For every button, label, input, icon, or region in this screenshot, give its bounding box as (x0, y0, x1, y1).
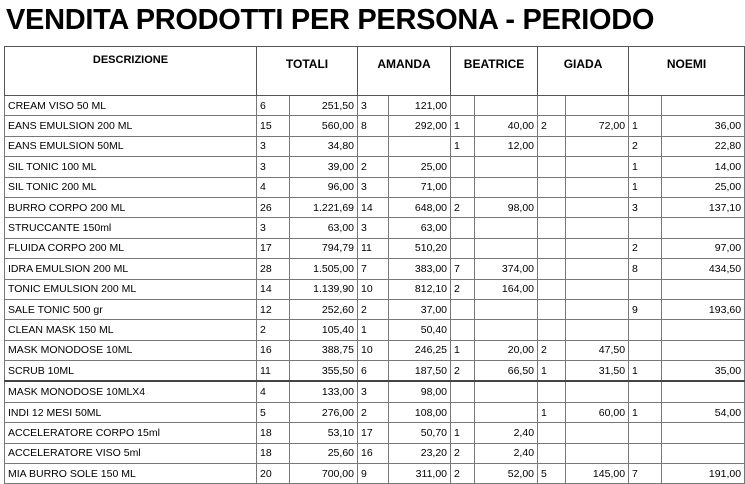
giada-qty: 5 (538, 464, 566, 484)
noemi-amount: 191,00 (662, 464, 745, 484)
beatrice-qty: 1 (451, 136, 475, 156)
beatrice-amount: 20,00 (475, 340, 538, 360)
product-description: STRUCCANTE 150ml (5, 218, 257, 238)
beatrice-qty (451, 238, 475, 258)
totali-amount: 133,00 (290, 381, 358, 402)
amanda-qty: 8 (358, 116, 389, 136)
beatrice-qty: 7 (451, 259, 475, 279)
totali-qty: 5 (257, 402, 290, 422)
noemi-qty: 3 (629, 197, 662, 217)
beatrice-amount (475, 238, 538, 258)
noemi-qty: 8 (629, 259, 662, 279)
beatrice-amount: 164,00 (475, 279, 538, 299)
giada-amount (566, 238, 629, 258)
noemi-qty (629, 381, 662, 402)
giada-qty (538, 279, 566, 299)
totali-qty: 12 (257, 299, 290, 319)
giada-amount (566, 197, 629, 217)
header-giada: GIADA (538, 47, 629, 96)
amanda-amount: 50,40 (389, 320, 451, 340)
giada-qty (538, 238, 566, 258)
giada-qty (538, 259, 566, 279)
table-row (5, 299, 745, 319)
amanda-amount: 37,00 (389, 299, 451, 319)
product-description: SIL TONIC 200 ML (5, 177, 257, 197)
totali-amount: 700,00 (290, 464, 358, 484)
amanda-qty: 3 (358, 218, 389, 238)
beatrice-qty: 2 (451, 464, 475, 484)
noemi-amount (662, 443, 745, 463)
noemi-qty (629, 423, 662, 443)
totali-qty: 6 (257, 96, 290, 116)
amanda-amount: 98,00 (389, 381, 451, 402)
beatrice-amount: 52,00 (475, 464, 538, 484)
giada-amount (566, 279, 629, 299)
giada-amount: 47,50 (566, 340, 629, 360)
noemi-amount (662, 218, 745, 238)
totali-amount: 560,00 (290, 116, 358, 136)
amanda-amount: 246,25 (389, 340, 451, 360)
totali-qty: 4 (257, 381, 290, 402)
beatrice-qty: 2 (451, 197, 475, 217)
totali-amount: 53,10 (290, 423, 358, 443)
beatrice-qty (451, 157, 475, 177)
totali-qty: 18 (257, 443, 290, 463)
beatrice-amount (475, 402, 538, 422)
giada-qty: 1 (538, 402, 566, 422)
product-description: CLEAN MASK 150 ML (5, 320, 257, 340)
table-row (5, 361, 745, 382)
table-row (5, 96, 745, 116)
totali-qty: 15 (257, 116, 290, 136)
totali-qty: 17 (257, 238, 290, 258)
amanda-amount: 648,00 (389, 197, 451, 217)
giada-qty: 2 (538, 340, 566, 360)
amanda-qty: 3 (358, 381, 389, 402)
amanda-qty: 2 (358, 299, 389, 319)
beatrice-amount (475, 299, 538, 319)
table-row (5, 402, 745, 422)
beatrice-amount: 2,40 (475, 423, 538, 443)
table-row (5, 320, 745, 340)
totali-qty: 3 (257, 157, 290, 177)
product-description: MASK MONODOSE 10MLX4 (5, 381, 257, 402)
amanda-amount: 25,00 (389, 157, 451, 177)
totali-amount: 276,00 (290, 402, 358, 422)
product-description: SALE TONIC 500 gr (5, 299, 257, 319)
amanda-amount: 812,10 (389, 279, 451, 299)
table-row (5, 177, 745, 197)
totali-amount: 39,00 (290, 157, 358, 177)
beatrice-qty (451, 381, 475, 402)
totali-amount: 1.505,00 (290, 259, 358, 279)
giada-amount (566, 157, 629, 177)
giada-qty (538, 197, 566, 217)
beatrice-qty: 2 (451, 443, 475, 463)
noemi-qty: 2 (629, 238, 662, 258)
amanda-amount: 108,00 (389, 402, 451, 422)
beatrice-amount (475, 157, 538, 177)
noemi-qty: 7 (629, 464, 662, 484)
totali-amount: 34,80 (290, 136, 358, 156)
noemi-amount (662, 279, 745, 299)
noemi-qty: 1 (629, 157, 662, 177)
totali-qty: 14 (257, 279, 290, 299)
noemi-amount (662, 340, 745, 360)
noemi-amount (662, 96, 745, 116)
giada-amount (566, 259, 629, 279)
amanda-amount: 71,00 (389, 177, 451, 197)
giada-qty (538, 218, 566, 238)
giada-qty (538, 423, 566, 443)
totali-amount: 63,00 (290, 218, 358, 238)
table-row (5, 340, 745, 360)
giada-amount: 145,00 (566, 464, 629, 484)
totali-amount: 252,60 (290, 299, 358, 319)
totali-amount: 105,40 (290, 320, 358, 340)
amanda-amount (389, 136, 451, 156)
table-row (5, 381, 745, 402)
header-amanda: AMANDA (358, 47, 451, 96)
table-row (5, 136, 745, 156)
giada-qty: 1 (538, 361, 566, 382)
beatrice-qty (451, 177, 475, 197)
noemi-amount: 54,00 (662, 402, 745, 422)
product-description: ACCELERATORE CORPO 15ml (5, 423, 257, 443)
amanda-qty: 17 (358, 423, 389, 443)
giada-amount: 31,50 (566, 361, 629, 382)
noemi-amount: 35,00 (662, 361, 745, 382)
totali-qty: 20 (257, 464, 290, 484)
beatrice-amount (475, 96, 538, 116)
totali-amount: 1.221,69 (290, 197, 358, 217)
giada-amount (566, 218, 629, 238)
noemi-amount: 137,10 (662, 197, 745, 217)
giada-amount (566, 443, 629, 463)
giada-qty (538, 136, 566, 156)
noemi-amount (662, 381, 745, 402)
header-noemi: NOEMI (629, 47, 745, 96)
noemi-amount: 25,00 (662, 177, 745, 197)
noemi-qty (629, 320, 662, 340)
giada-amount: 60,00 (566, 402, 629, 422)
beatrice-amount: 12,00 (475, 136, 538, 156)
amanda-amount: 292,00 (389, 116, 451, 136)
product-description: ACCELERATORE VISO 5ml (5, 443, 257, 463)
beatrice-amount: 2,40 (475, 443, 538, 463)
beatrice-amount: 374,00 (475, 259, 538, 279)
amanda-amount: 121,00 (389, 96, 451, 116)
beatrice-amount: 40,00 (475, 116, 538, 136)
table-row (5, 464, 745, 484)
header-beatrice: BEATRICE (451, 47, 538, 96)
giada-amount (566, 381, 629, 402)
beatrice-qty: 1 (451, 116, 475, 136)
page-title: VENDITA PRODOTTI PER PERSONA - PERIODO (6, 4, 655, 36)
amanda-qty (358, 136, 389, 156)
amanda-qty: 14 (358, 197, 389, 217)
totali-amount: 355,50 (290, 361, 358, 382)
giada-amount (566, 177, 629, 197)
totali-qty: 28 (257, 259, 290, 279)
giada-amount (566, 96, 629, 116)
giada-qty (538, 443, 566, 463)
product-description: INDI 12 MESI 50ML (5, 402, 257, 422)
amanda-qty: 3 (358, 96, 389, 116)
beatrice-qty: 2 (451, 361, 475, 382)
amanda-qty: 10 (358, 279, 389, 299)
totali-qty: 3 (257, 136, 290, 156)
beatrice-amount (475, 177, 538, 197)
noemi-amount: 14,00 (662, 157, 745, 177)
beatrice-amount (475, 381, 538, 402)
amanda-qty: 2 (358, 157, 389, 177)
product-description: IDRA EMULSION 200 ML (5, 259, 257, 279)
totali-amount: 96,00 (290, 177, 358, 197)
header-row (5, 47, 745, 96)
noemi-qty: 2 (629, 136, 662, 156)
giada-amount (566, 320, 629, 340)
amanda-qty: 7 (358, 259, 389, 279)
table-row (5, 279, 745, 299)
noemi-qty (629, 96, 662, 116)
amanda-qty: 1 (358, 320, 389, 340)
product-description: SIL TONIC 100 ML (5, 157, 257, 177)
giada-qty (538, 157, 566, 177)
totali-qty: 2 (257, 320, 290, 340)
amanda-amount: 311,00 (389, 464, 451, 484)
amanda-qty: 10 (358, 340, 389, 360)
beatrice-amount (475, 320, 538, 340)
amanda-qty: 11 (358, 238, 389, 258)
beatrice-amount: 98,00 (475, 197, 538, 217)
beatrice-qty (451, 299, 475, 319)
table-row (5, 116, 745, 136)
beatrice-qty (451, 218, 475, 238)
beatrice-qty: 1 (451, 340, 475, 360)
amanda-amount: 50,70 (389, 423, 451, 443)
noemi-amount (662, 423, 745, 443)
noemi-qty (629, 443, 662, 463)
header-totali: TOTALI (257, 47, 358, 96)
giada-qty: 2 (538, 116, 566, 136)
amanda-amount: 510,20 (389, 238, 451, 258)
beatrice-qty (451, 402, 475, 422)
totali-qty: 26 (257, 197, 290, 217)
beatrice-qty: 2 (451, 279, 475, 299)
product-description: TONIC EMULSION 200 ML (5, 279, 257, 299)
noemi-amount: 97,00 (662, 238, 745, 258)
noemi-amount (662, 320, 745, 340)
giada-qty (538, 96, 566, 116)
amanda-amount: 63,00 (389, 218, 451, 238)
noemi-amount: 434,50 (662, 259, 745, 279)
totali-qty: 18 (257, 423, 290, 443)
giada-qty (538, 177, 566, 197)
totali-qty: 4 (257, 177, 290, 197)
totali-amount: 1.139,90 (290, 279, 358, 299)
noemi-amount: 22,80 (662, 136, 745, 156)
noemi-qty: 1 (629, 116, 662, 136)
beatrice-qty: 1 (451, 423, 475, 443)
header-description: DESCRIZIONE (5, 47, 257, 96)
noemi-qty: 1 (629, 402, 662, 422)
giada-qty (538, 299, 566, 319)
totali-qty: 11 (257, 361, 290, 382)
giada-qty (538, 320, 566, 340)
giada-amount (566, 423, 629, 443)
noemi-qty (629, 218, 662, 238)
totali-qty: 16 (257, 340, 290, 360)
amanda-amount: 383,00 (389, 259, 451, 279)
table-row (5, 238, 745, 258)
noemi-qty: 1 (629, 177, 662, 197)
amanda-amount: 23,20 (389, 443, 451, 463)
noemi-qty (629, 279, 662, 299)
noemi-amount: 36,00 (662, 116, 745, 136)
table-row (5, 259, 745, 279)
amanda-qty: 16 (358, 443, 389, 463)
table-row (5, 157, 745, 177)
totali-amount: 25,60 (290, 443, 358, 463)
table-row (5, 423, 745, 443)
giada-amount (566, 299, 629, 319)
amanda-qty: 3 (358, 177, 389, 197)
noemi-qty: 9 (629, 299, 662, 319)
noemi-qty (629, 340, 662, 360)
beatrice-qty (451, 96, 475, 116)
table-row (5, 218, 745, 238)
totali-amount: 388,75 (290, 340, 358, 360)
table-row (5, 197, 745, 217)
beatrice-qty (451, 320, 475, 340)
totali-qty: 3 (257, 218, 290, 238)
sales-table (4, 46, 745, 484)
product-description: BURRO CORPO 200 ML (5, 197, 257, 217)
product-description: MASK MONODOSE 10ML (5, 340, 257, 360)
giada-qty (538, 381, 566, 402)
amanda-amount: 187,50 (389, 361, 451, 382)
beatrice-amount: 66,50 (475, 361, 538, 382)
product-description: MIA BURRO SOLE 150 ML (5, 464, 257, 484)
totali-amount: 794,79 (290, 238, 358, 258)
beatrice-amount (475, 218, 538, 238)
noemi-amount: 193,60 (662, 299, 745, 319)
product-description: FLUIDA CORPO 200 ML (5, 238, 257, 258)
amanda-qty: 2 (358, 402, 389, 422)
product-description: CREAM VISO 50 ML (5, 96, 257, 116)
totali-amount: 251,50 (290, 96, 358, 116)
giada-amount (566, 136, 629, 156)
giada-amount: 72,00 (566, 116, 629, 136)
table-row (5, 443, 745, 463)
amanda-qty: 6 (358, 361, 389, 382)
product-description: SCRUB 10ML (5, 361, 257, 382)
product-description: EANS EMULSION 50ML (5, 136, 257, 156)
amanda-qty: 9 (358, 464, 389, 484)
product-description: EANS EMULSION 200 ML (5, 116, 257, 136)
noemi-qty: 1 (629, 361, 662, 382)
